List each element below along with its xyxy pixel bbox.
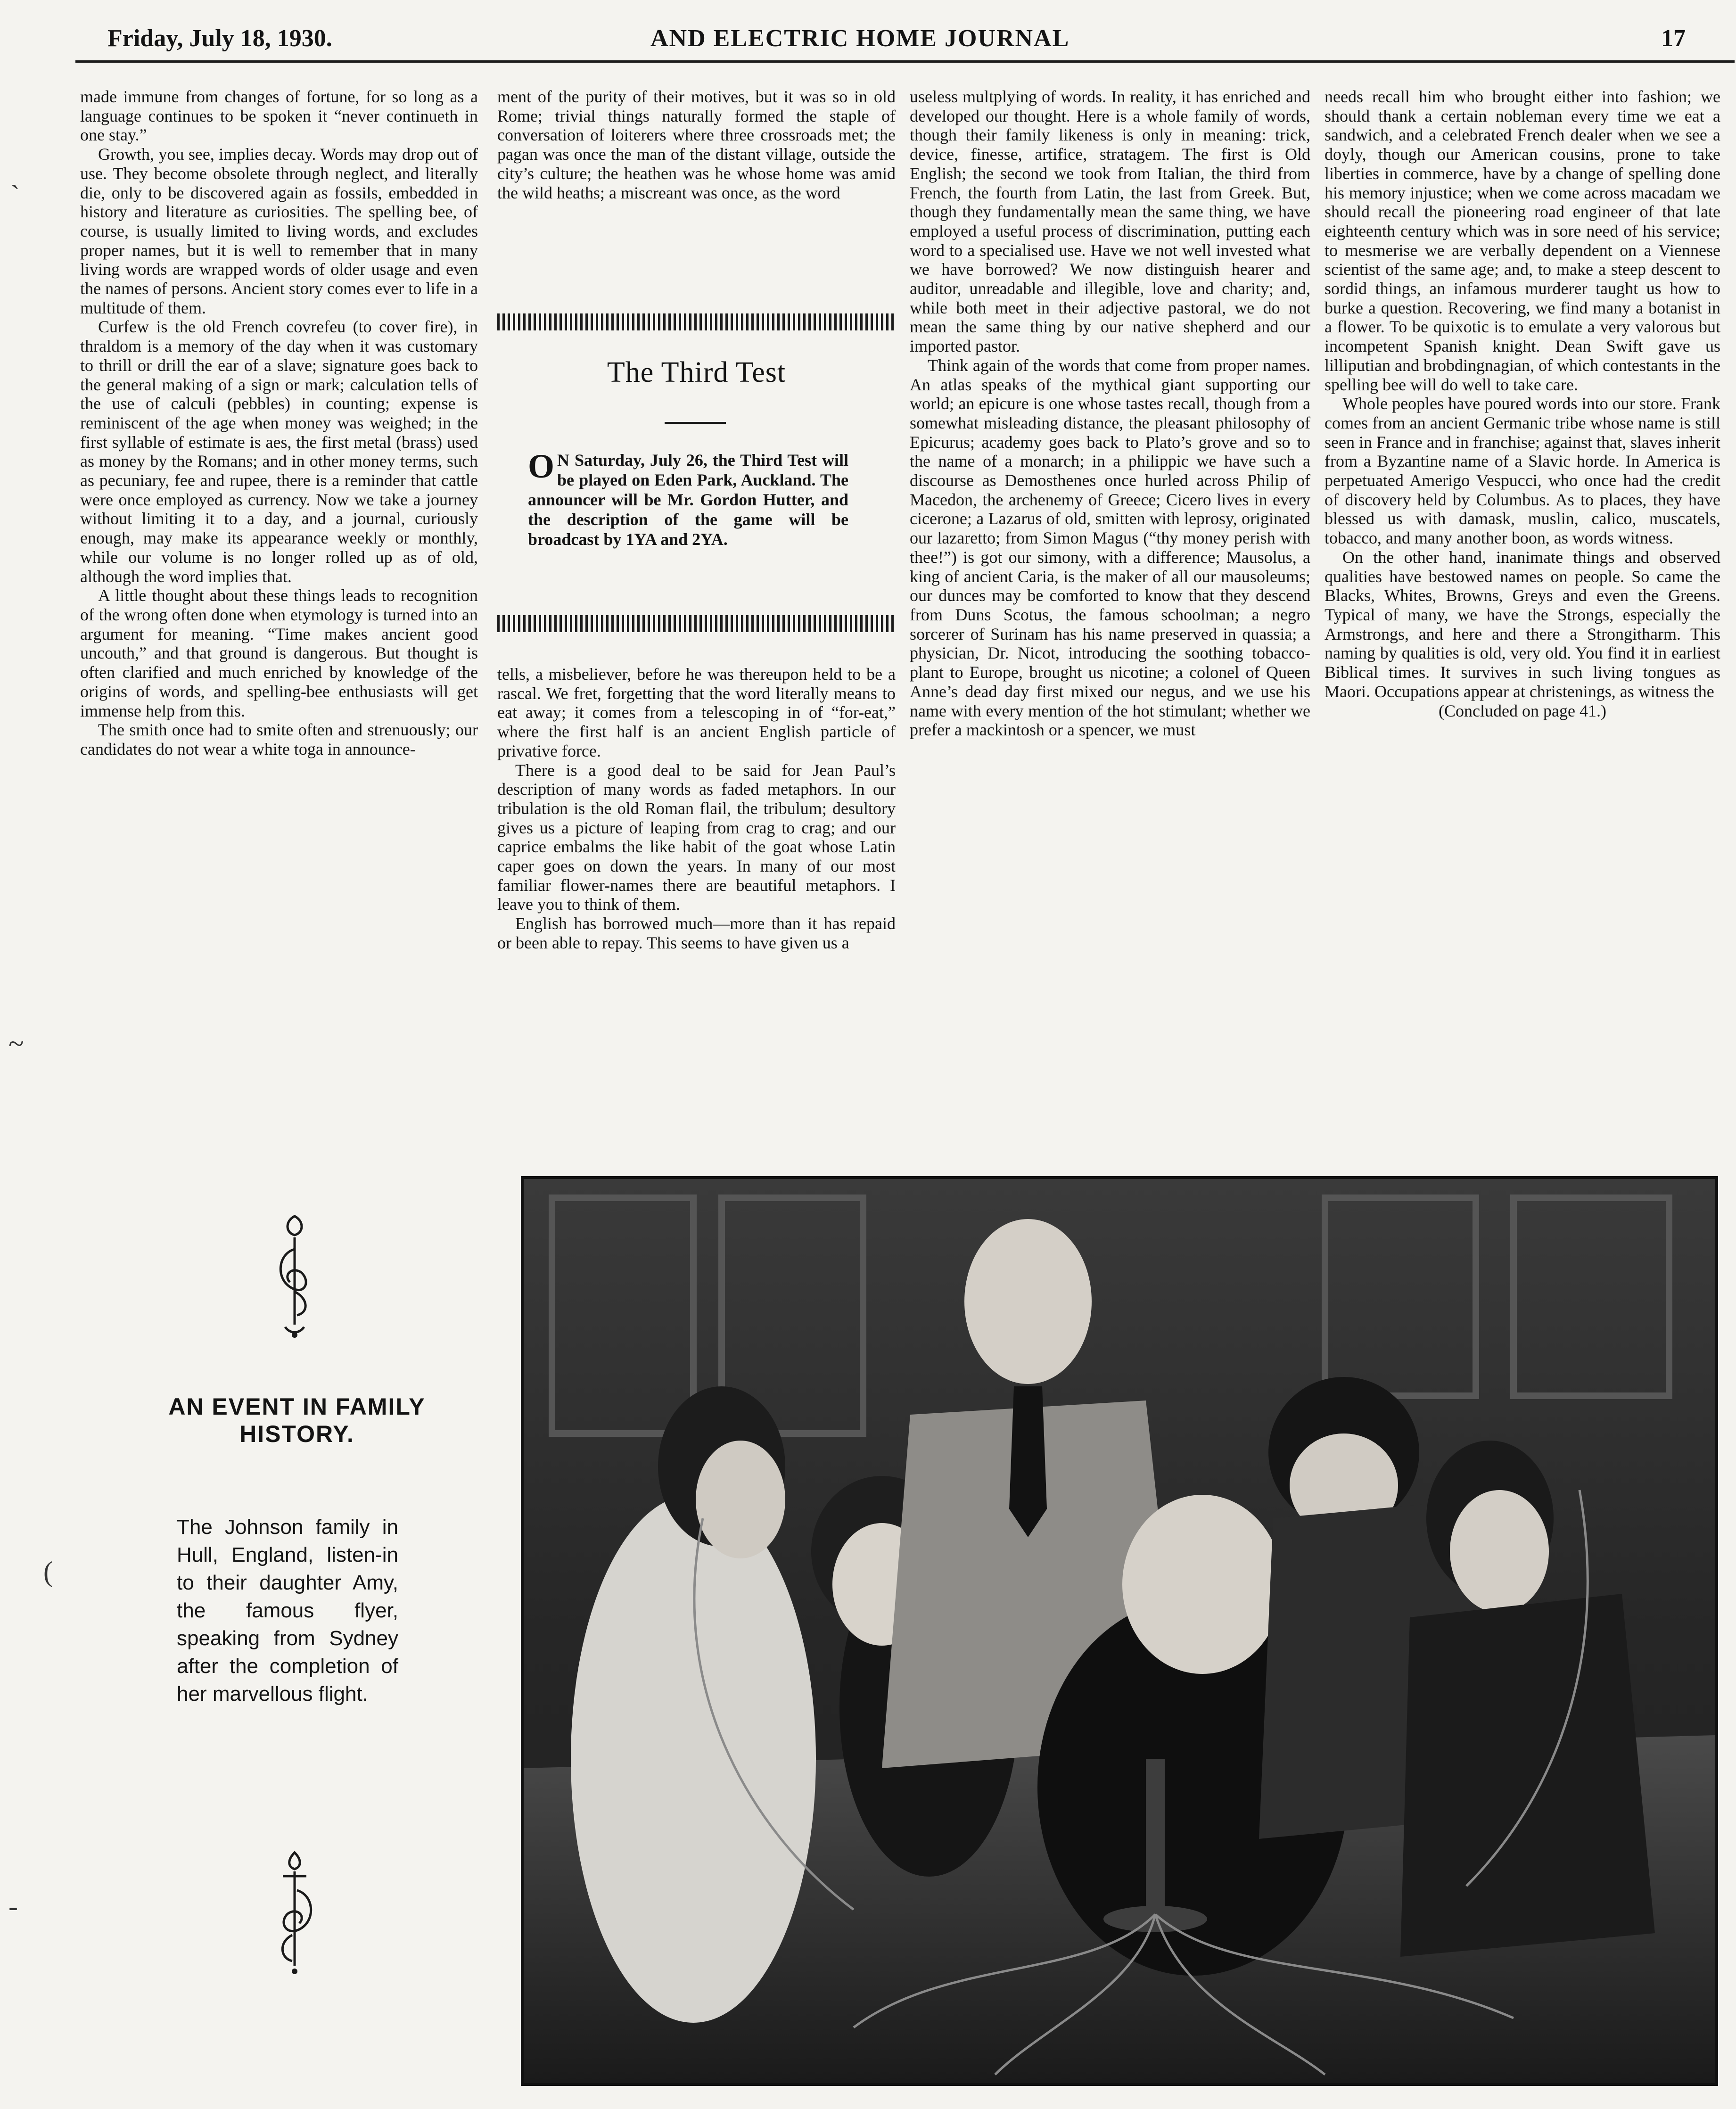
ornament-icon	[269, 1211, 321, 1339]
paragraph: On the other hand, inanimate things and observed qualities have bestowed names on people. So came the Blacks, Whites, Browns, Greys and even the Greens. Typical of many, we have the Strongs, especially the Armstrongs, and here and there a Strongitharm. This naming by qualities is old, very old. You find it in earliest Biblical times. It survives in such living tongues as Maori. Occupations appear at christenings, as witness the	[1325, 547, 1720, 701]
paragraph: Think again of the words that come from proper names. An atlas speaks of the mythical giant supporting our world; an epicure is one whose tastes recall, though from a somewhat misleading distance, the pleasant philosophy of Epicurus; academy goes back to Plato’s grove and so to the name of a monarch; in a philippic we have such a discourse as Demosthenes once hurled across Philip of Macedon, the archenemy of Greece; Cicero lives in every cicerone; a Lazarus of old, smitten with leprosy, originated our lazaretto; from Simon Magus (“thy money perish with thee!”) is got our simony, with a difference; Mausolus, a king of ancient Caria, is the maker of all our mausoleums; our dunces may be comforted to know that they descend from Duns Scotus, the famous schoolman; a negro sorcerer of Surinam has his name preserved in quassia; a physician, Dr. Nicot, introducing the soothing tobacco-plant to Europe, brought us nicotine; a colonel of Queen Anne’s dead day first mixed our negus, and we use his name with every mention of the hot stimulant; whether we prefer a mackintosh or a spencer, we must	[910, 355, 1310, 740]
page-number: 17	[1661, 25, 1686, 52]
paragraph: Growth, you see, implies decay. Words may drop out of use. They become obsolete through neglect, and literally die, only to be discovered again as fossils, embedded in history and literature as curiosities. The spelling bee, of course, is usually limited to living words, and excludes proper names, but it is well to remember that in many living words are wrapped words of older usage and even the names of persons. Ancient story comes ever to life in a multitude of them.	[80, 145, 478, 317]
paragraph: ment of the purity of their motives, but it was so in old Rome; trivial things naturally formed the staple of conversation of loiterers where three crossroads met; the pagan was once the man of the distant village, outside the city’s culture; the heathen was he whose home was amid the wild heaths; a miscreant was once, as the word	[497, 87, 896, 202]
box-border-bottom	[497, 615, 896, 632]
margin-mark: -	[8, 1891, 18, 1922]
paragraph: A little thought about these things leads to recognition of the wrong often done when etymology is turned into an argument for meaning. “Time makes ancient good uncouth,” and that ground is dangerous. But thought is often clarified and much enriched by knowledge of the origins of words, and spelling-bee enthusiasts will get immense help from this.	[80, 586, 478, 720]
page-header	[0, 0, 1736, 80]
continuation-note: (Concluded on page 41.)	[1439, 701, 1606, 720]
third-test-notice	[528, 447, 848, 549]
photo-scene	[524, 1179, 1715, 2083]
title-rule	[665, 422, 726, 424]
article-column-1	[80, 87, 478, 759]
drop-cap: O	[528, 447, 555, 485]
paragraph: Curfew is the old French covrefeu (to cover fire), in thraldom is a memory of the day when it was customary to thrill or drill the ear of a slave; signature goes back to the general making of a sign or mark; calculation tells of the use of calculi (pebbles) in counting; expense is reminiscent of the age when money was weighed; in the first syllable of estimate is aes, the first metal (brass) used as money by the Romans; and in other money terms, such as pecuniary, fee and rupee, there is a reminder that cattle were once employed as currency. Now we take a journey without limiting it to a day, and a journal, curiously enough, may make its appearance weekly or monthly, while our volume is no longer rolled up as of old, although the word implies that.	[80, 317, 478, 586]
paragraph: There is a good deal to be said for Jean Paul’s description of many words as faded metaphors. In our tribulation is the old Roman flail, the tribulum; desultory gives us a picture of leaping from crag to crag; and our caprice embalms the like habit of the goat whose Latin caper goes on down the years. In many of our most familiar flower-names there are beautiful metaphors. I leave you to think of them.	[497, 760, 896, 914]
ornament-icon	[269, 1848, 321, 1975]
journal-title: AND ELECTRIC HOME JOURNAL	[650, 25, 1070, 52]
paragraph: tells, a misbeliever, before he was thereupon held to be a rascal. We fret, forgetting that the word literally means to eat away; it comes from a telescoping in of “for-eat,” where the first half is an ancient English particle of privative force.	[497, 665, 896, 760]
paragraph: needs recall him who brought either into fashion; we should thank a certain nobleman every time we eat a sandwich, and a celebrated French dealer when we see a doyly, though our American cousins, prone to take liberties in commerce, have by a change of spelling done his memory injustice; when we come across macadam we should recall the pioneering road engineer of that late eighteenth century which was in sore need of his service; to mesmerise we are verbally dependent on a Viennese scientist of the same age; and, to make a steep descent to sordid things, an infamous murderer taught us how to burke a question. Recovering, we find many a botanist in a flower. To be quixotic is to emulate a very valorous but incompetent Spanish knight. Dean Swift gave us lilliputian and brobdingnagian, of which contestants in the spelling bee will do well to take care.	[1325, 87, 1720, 394]
paragraph: The smith once had to smite often and strenuously; our candidates do not wear a white toga in announce-	[80, 720, 478, 758]
paragraph: Whole peoples have poured words into our store. Frank comes from an ancient Germanic tribe whose name is still seen in France and in franchise; against that, slaves inherit from a Byzantine name of a Slavic horde. In America is perpetuated Amerigo Vespucci, who once had the credit of discovery held by Columbus. As to places, they have blessed us with damask, muslin, calico, muscatels, tobacco, and many another boon, as words witness.	[1325, 394, 1720, 548]
margin-mark: `	[10, 180, 20, 211]
box-border-top	[497, 313, 896, 330]
family-photograph	[521, 1176, 1718, 2086]
article-column-2-top	[497, 87, 896, 202]
article-column-3	[910, 87, 1310, 740]
caption-text: The Johnson family in Hull, England, listen-in to their daughter Amy, the famous flyer, speaking from Sydney after the completion of her marvellous flight.	[177, 1516, 398, 1705]
paragraph: made immune from changes of fortune, for so long as a language continues to be spoken it “never continueth in one stay.”	[80, 87, 478, 145]
paragraph: useless multplying of words. In reality, it has enriched and developed our thought. Here is a whole family of words, though their family likeness is only in meaning: trick, device, finesse, artifice, stratagem. The first is Old English; the second we took from Italian, the third from French, the fourth from Latin, the last from Greek. But, though they fundamentally mean the same thing, we have employed a useful process of discrimination, putting each word to a specialised use. Have we not well invested what we have borrowed? We now distinguish hearer and auditor, unreadable and illegible, love and charity; and, while both meet in their adjective pastoral, we do not mean the same thing by our native shepherd and our imported pastor.	[910, 87, 1310, 356]
margin-mark: ~	[8, 1028, 24, 1059]
article-column-2-bottom	[497, 665, 896, 953]
article-column-4	[1325, 87, 1720, 720]
header-rule	[75, 60, 1735, 63]
issue-date: Friday, July 18, 1930.	[107, 25, 332, 52]
notice-text: N Saturday, July 26, the Third Test will be played on Eden Park, Auckland. The announcer will be Mr. Gordon Hutter, and the description of the game will be broadcast by 1YA and 2YA.	[528, 451, 848, 549]
margin-mark: (	[43, 1556, 53, 1587]
caption-title: AN EVENT IN FAMILY HISTORY.	[168, 1393, 426, 1447]
third-test-title: The Third Test	[607, 356, 786, 388]
paragraph: English has borrowed much—more than it has repaid or been able to repay. This seems to have given us a	[497, 914, 896, 952]
